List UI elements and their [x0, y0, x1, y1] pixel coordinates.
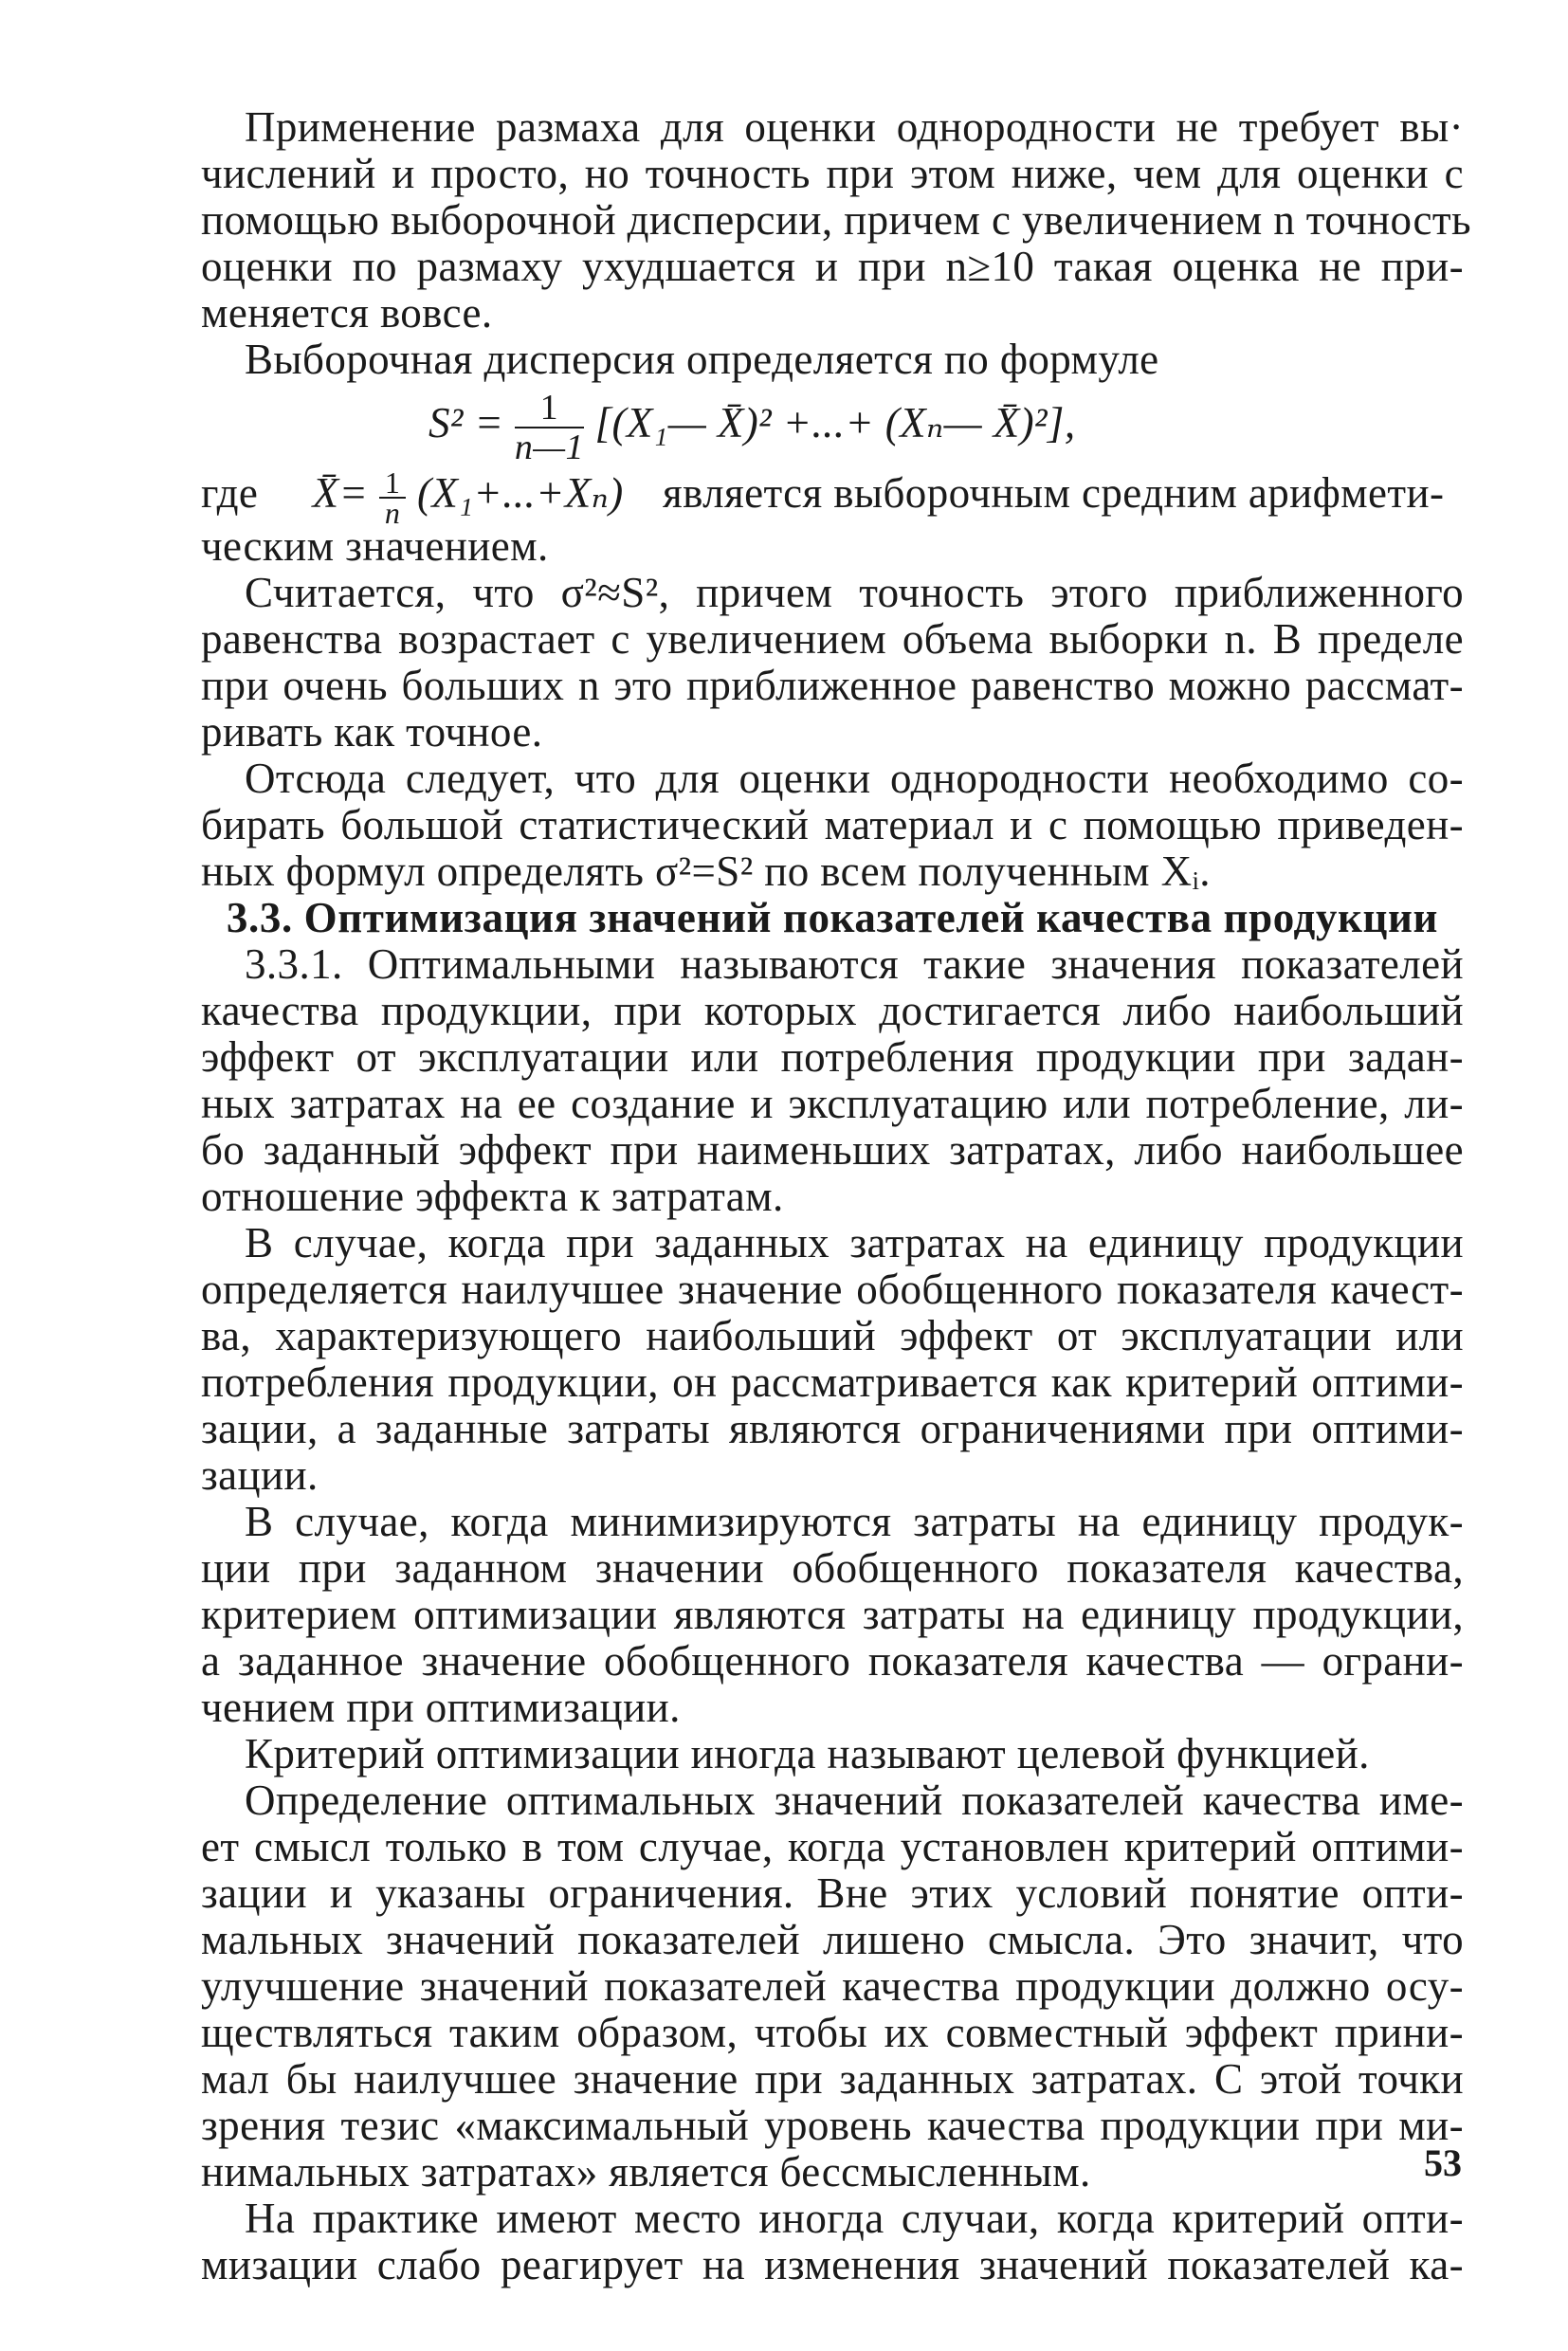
text-line: зации, а заданные затраты являются ограничениями при оптими- [201, 1405, 1464, 1452]
text-line: На практике имеют место иногда случаи, когда критерий опти- [245, 2195, 1464, 2242]
fraction-numerator: 1 [379, 468, 406, 499]
text-line: ческим значением. [201, 522, 549, 570]
text-line: зации. [201, 1451, 319, 1499]
formula-fraction [515, 389, 584, 466]
text-line: ных затратах на ее создание и эксплуатацию или потребление, ли- [201, 1080, 1464, 1127]
text-line: оценки по размаху ухудшается и при n≥10 такая оценка не при- [201, 243, 1464, 290]
text-line: ных формул определять σ²=S² по всем полученным Xᵢ. [201, 847, 1211, 895]
text-line: В случае, когда при заданных затратах на единицу продукции [245, 1219, 1464, 1267]
paragraph-6 [201, 941, 1464, 1220]
paragraph-7 [201, 1220, 1464, 1499]
mean-formula-lhs: X̄= [312, 469, 369, 517]
text-line: ществляться таким образом, чтобы их совместный эффект прини- [201, 2009, 1464, 2056]
page-number: 53 [1424, 2141, 1462, 2184]
text-line: числений и просто, но точность при этом ниже, чем для оценки с [201, 150, 1464, 197]
paragraph-10 [201, 1777, 1464, 2196]
text-line: а заданное значение обобщенного показателя качества — ограни- [201, 1637, 1464, 1685]
text-line: критерием оптимизации являются затраты на единицу продукции, [201, 1591, 1464, 1638]
text-line: ции при заданном значении обобщенного показателя качества, [201, 1544, 1464, 1592]
text-line: улучшение значений показателей качества продукции должно осу- [201, 1962, 1464, 2010]
text-line: В случае, когда минимизируются затраты на единицу продук- [245, 1498, 1464, 1545]
text-line: зрения тезис «максимальный уровень качества продукции при ми- [201, 2102, 1464, 2149]
text-line: ет смысл только в том случае, когда установлен критерий оптими- [201, 1823, 1464, 1870]
mean-formula-rhs: (X₁+...+Xₙ) [416, 469, 624, 517]
text-line: помощью выборочной дисперсии, причем с увеличением n точность [201, 196, 1471, 244]
text-line: качества продукции, при которых достигается либо наибольший [201, 987, 1464, 1034]
text-line: мальных значений показателей лишено смысла. Это значит, что [201, 1916, 1464, 1963]
text-line: при очень больших n это приближенное равенство можно рассмат- [201, 662, 1464, 709]
text-line: ривать как точное. [201, 708, 543, 756]
text-where: где [201, 469, 259, 517]
text-line: бо заданный эффект при наименьших затратах, либо наибольшее [201, 1126, 1464, 1174]
paragraph-3 [201, 463, 1464, 530]
text-line: чением при оптимизации. [201, 1684, 681, 1731]
formula-lhs: S² = [428, 399, 504, 447]
text-line: потребления продукции, он рассматривается как критерий оптими- [201, 1358, 1464, 1406]
text-line: зации и указаны ограничения. Вне этих условий понятие опти- [201, 1869, 1464, 1917]
fraction-numerator: 1 [515, 389, 584, 428]
page-body [201, 103, 1471, 2288]
mean-formula-fraction [379, 465, 406, 530]
text-line: Критерий оптимизации иногда называют целевой функцией. [245, 1730, 1370, 1777]
fraction-denominator: n [384, 495, 401, 530]
text-line: отношение эффекта к затратам. [201, 1173, 784, 1220]
text-line: эффект от эксплуатации или потребления продукции при задан- [201, 1033, 1464, 1081]
text-line: определяется наилучшее значение обобщенного показателя качест- [201, 1266, 1464, 1313]
text-line: бирать большой статистический материал и с помощью приведен- [201, 801, 1464, 848]
text-line: Отсюда следует, что для оценки однородности необходимо со- [245, 755, 1464, 802]
text-line: меняется вовсе. [201, 289, 493, 337]
text-line: Выборочная дисперсия определяется по формуле [245, 336, 1159, 383]
variance-formula [201, 383, 1464, 467]
text-line: является выборочным средним арифмети- [663, 469, 1445, 517]
text-line: Считается, что σ²≈S², причем точность этого приближенного [245, 569, 1464, 616]
text-line: Применение размаха для оценки однородности не требует вы· [245, 103, 1464, 151]
paragraph-4 [201, 570, 1464, 756]
paragraph-8 [201, 1499, 1464, 1731]
fraction-denominator: n—1 [514, 427, 584, 467]
text-line: ва, характеризующего наибольший эффект от эксплуатации или [201, 1312, 1464, 1359]
paragraph-5 [201, 756, 1464, 895]
text-line: мал бы наилучшее значение при заданных затратах. С этой точки [201, 2055, 1464, 2103]
formula-rhs: [(X₁— X̄)² +...+ (Xₙ— X̄)²], [594, 399, 1076, 447]
text-line: Определение оптимальных значений показателей качества име- [245, 1777, 1464, 1824]
text-line: нимальных затратах» является бессмысленным. [201, 2148, 1091, 2196]
text-line: 3.3.1. Оптимальными называются такие значения показателей [245, 940, 1464, 988]
text-line: мизации слабо реагирует на изменения значений показателей ка- [201, 2241, 1464, 2288]
section-heading: 3.3. Оптимизация значений показателей качества продукции [226, 894, 1439, 941]
text-line: равенства возрастает с увеличением объема выборки n. В пределе [201, 615, 1464, 663]
paragraph-11 [201, 2196, 1464, 2288]
paragraph-1 [201, 103, 1471, 337]
